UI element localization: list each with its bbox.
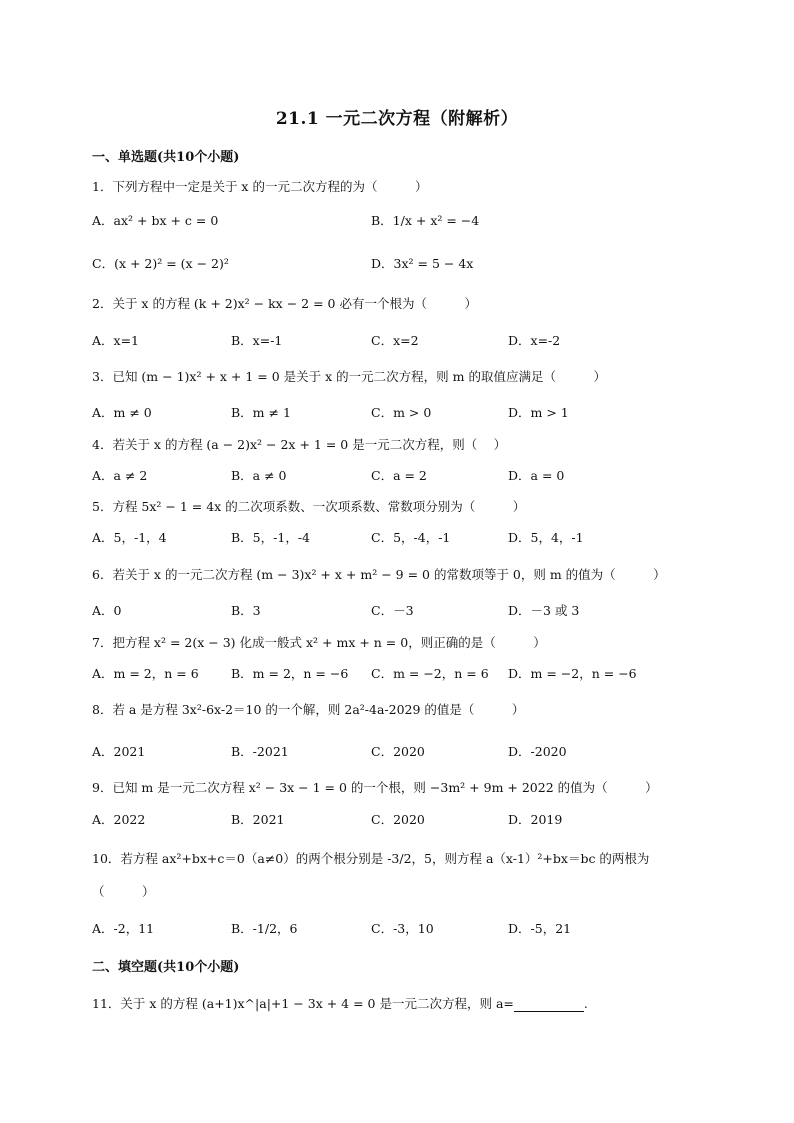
question-9-option-d: D．2019 [508, 812, 563, 827]
question-3-option-d: D．m > 1 [508, 405, 569, 420]
question-9-option-b: B．2021 [231, 812, 285, 827]
question-10-option-a: A．-2，11 [92, 921, 155, 936]
question-3-option-a: A．m ≠ 0 [92, 405, 152, 420]
question-8-stem: 8．若 a 是方程 3x²-6x-2＝10 的一个解，则 2a²-4a-2029 的值是（ ） [92, 702, 525, 717]
question-10-stem: 10．若方程 ax²+bx+c＝0（a≠0）的两个根分别是 -3/2，5，则方程 a（x-1）²+bx＝bc 的两根为 [92, 851, 650, 866]
question-7-option-a: A．m = 2，n = 6 [92, 666, 199, 681]
question-6-option-d: D．－3 或 3 [508, 603, 580, 618]
question-1-option-c: C．(x + 2)² = (x − 2)² [92, 256, 229, 271]
question-9-option-c: C．2020 [371, 812, 425, 827]
question-6-option-a: A．0 [92, 603, 122, 618]
question-1-option-d: D．3x² = 5 − 4x [371, 256, 474, 271]
question-3-option-c: C．m > 0 [371, 405, 432, 420]
question-2-option-b: B．x=-1 [231, 333, 283, 348]
section-heading-fill-in: 二、填空题(共10个小题) [92, 960, 240, 975]
question-5-option-d: D．5，4，-1 [508, 530, 584, 545]
question-3-stem: 3．已知 (m − 1)x² + x + 1 = 0 是关于 x 的一元二次方程，则 m 的取值应满足（ ） [92, 369, 606, 384]
question-9-option-a: A．2022 [92, 812, 146, 827]
question-2-option-c: C．x=2 [371, 333, 419, 348]
question-10-option-b: B．-1/2，6 [231, 921, 298, 936]
question-7-option-d: D．m = −2，n = −6 [508, 666, 637, 681]
question-4-option-d: D．a = 0 [508, 468, 565, 483]
question-6-option-b: B．3 [231, 603, 261, 618]
question-11 [92, 994, 588, 1012]
question-8-option-c: C．2020 [371, 744, 425, 759]
question-3-option-b: B．m ≠ 1 [231, 405, 291, 420]
question-10-stem-continued: （ ） [92, 884, 155, 899]
question-5-option-b: B．5，-1，-4 [231, 530, 310, 545]
section-heading-single-choice: 一、单选题(共10个小题) [92, 150, 240, 165]
question-7-option-b: B．m = 2，n = −6 [231, 666, 349, 681]
question-8-option-b: B．-2021 [231, 744, 289, 759]
question-4-option-c: C．a = 2 [371, 468, 427, 483]
question-4-stem: 4．若关于 x 的方程 (a − 2)x² − 2x + 1 = 0 是一元二次方程，则（ ） [92, 437, 507, 452]
answer-blank[interactable] [514, 999, 584, 1012]
question-7-stem: 7．把方程 x² = 2(x − 3) 化成一般式 x² + mx + n = 0，则正确的是（ ） [92, 635, 546, 650]
question-6-stem: 6．若关于 x 的一元二次方程 (m − 3)x² + x + m² − 9 = 0 的常数项等于 0，则 m 的值为（ ） [92, 567, 666, 582]
question-11-stem: 11．关于 x 的方程 (a+1)x^|a|+1 − 3x + 4 = 0 是一元二次方程，则 a= [92, 996, 514, 1011]
question-8-option-d: D．-2020 [508, 744, 567, 759]
question-6-option-c: C．－3 [371, 603, 414, 618]
question-5-option-a: A．5，-1，4 [92, 530, 167, 545]
question-1-option-b: B．1/x + x² = −4 [371, 213, 480, 228]
question-1-option-a: A．ax² + bx + c = 0 [92, 213, 219, 228]
question-4-option-a: A．a ≠ 2 [92, 468, 148, 483]
question-5-option-c: C．5，-4，-1 [371, 530, 451, 545]
question-11-end: . [583, 996, 588, 1011]
question-10-option-c: C．-3，10 [371, 921, 434, 936]
question-7-option-c: C．m = −2，n = 6 [371, 666, 489, 681]
question-10-option-d: D．-5，21 [508, 921, 572, 936]
question-5-stem: 5．方程 5x² − 1 = 4x 的二次项系数、一次项系数、常数项分别为（ ） [92, 499, 526, 514]
question-2-option-a: A．x=1 [92, 333, 140, 348]
question-2-option-d: D．x=-2 [508, 333, 561, 348]
question-9-stem: 9．已知 m 是一元二次方程 x² − 3x − 1 = 0 的一个根，则 −3m² + 9m + 2022 的值为（ ） [92, 780, 658, 795]
page-title: 21.1 一元二次方程（附解析） [275, 109, 519, 129]
question-1-stem: 1．下列方程中一定是关于 x 的一元二次方程的为（ ） [92, 179, 428, 194]
question-4-option-b: B．a ≠ 0 [231, 468, 287, 483]
question-2-stem: 2．关于 x 的方程 (k + 2)x² − kx − 2 = 0 必有一个根为（ ） [92, 296, 477, 311]
question-8-option-a: A．2021 [92, 744, 146, 759]
